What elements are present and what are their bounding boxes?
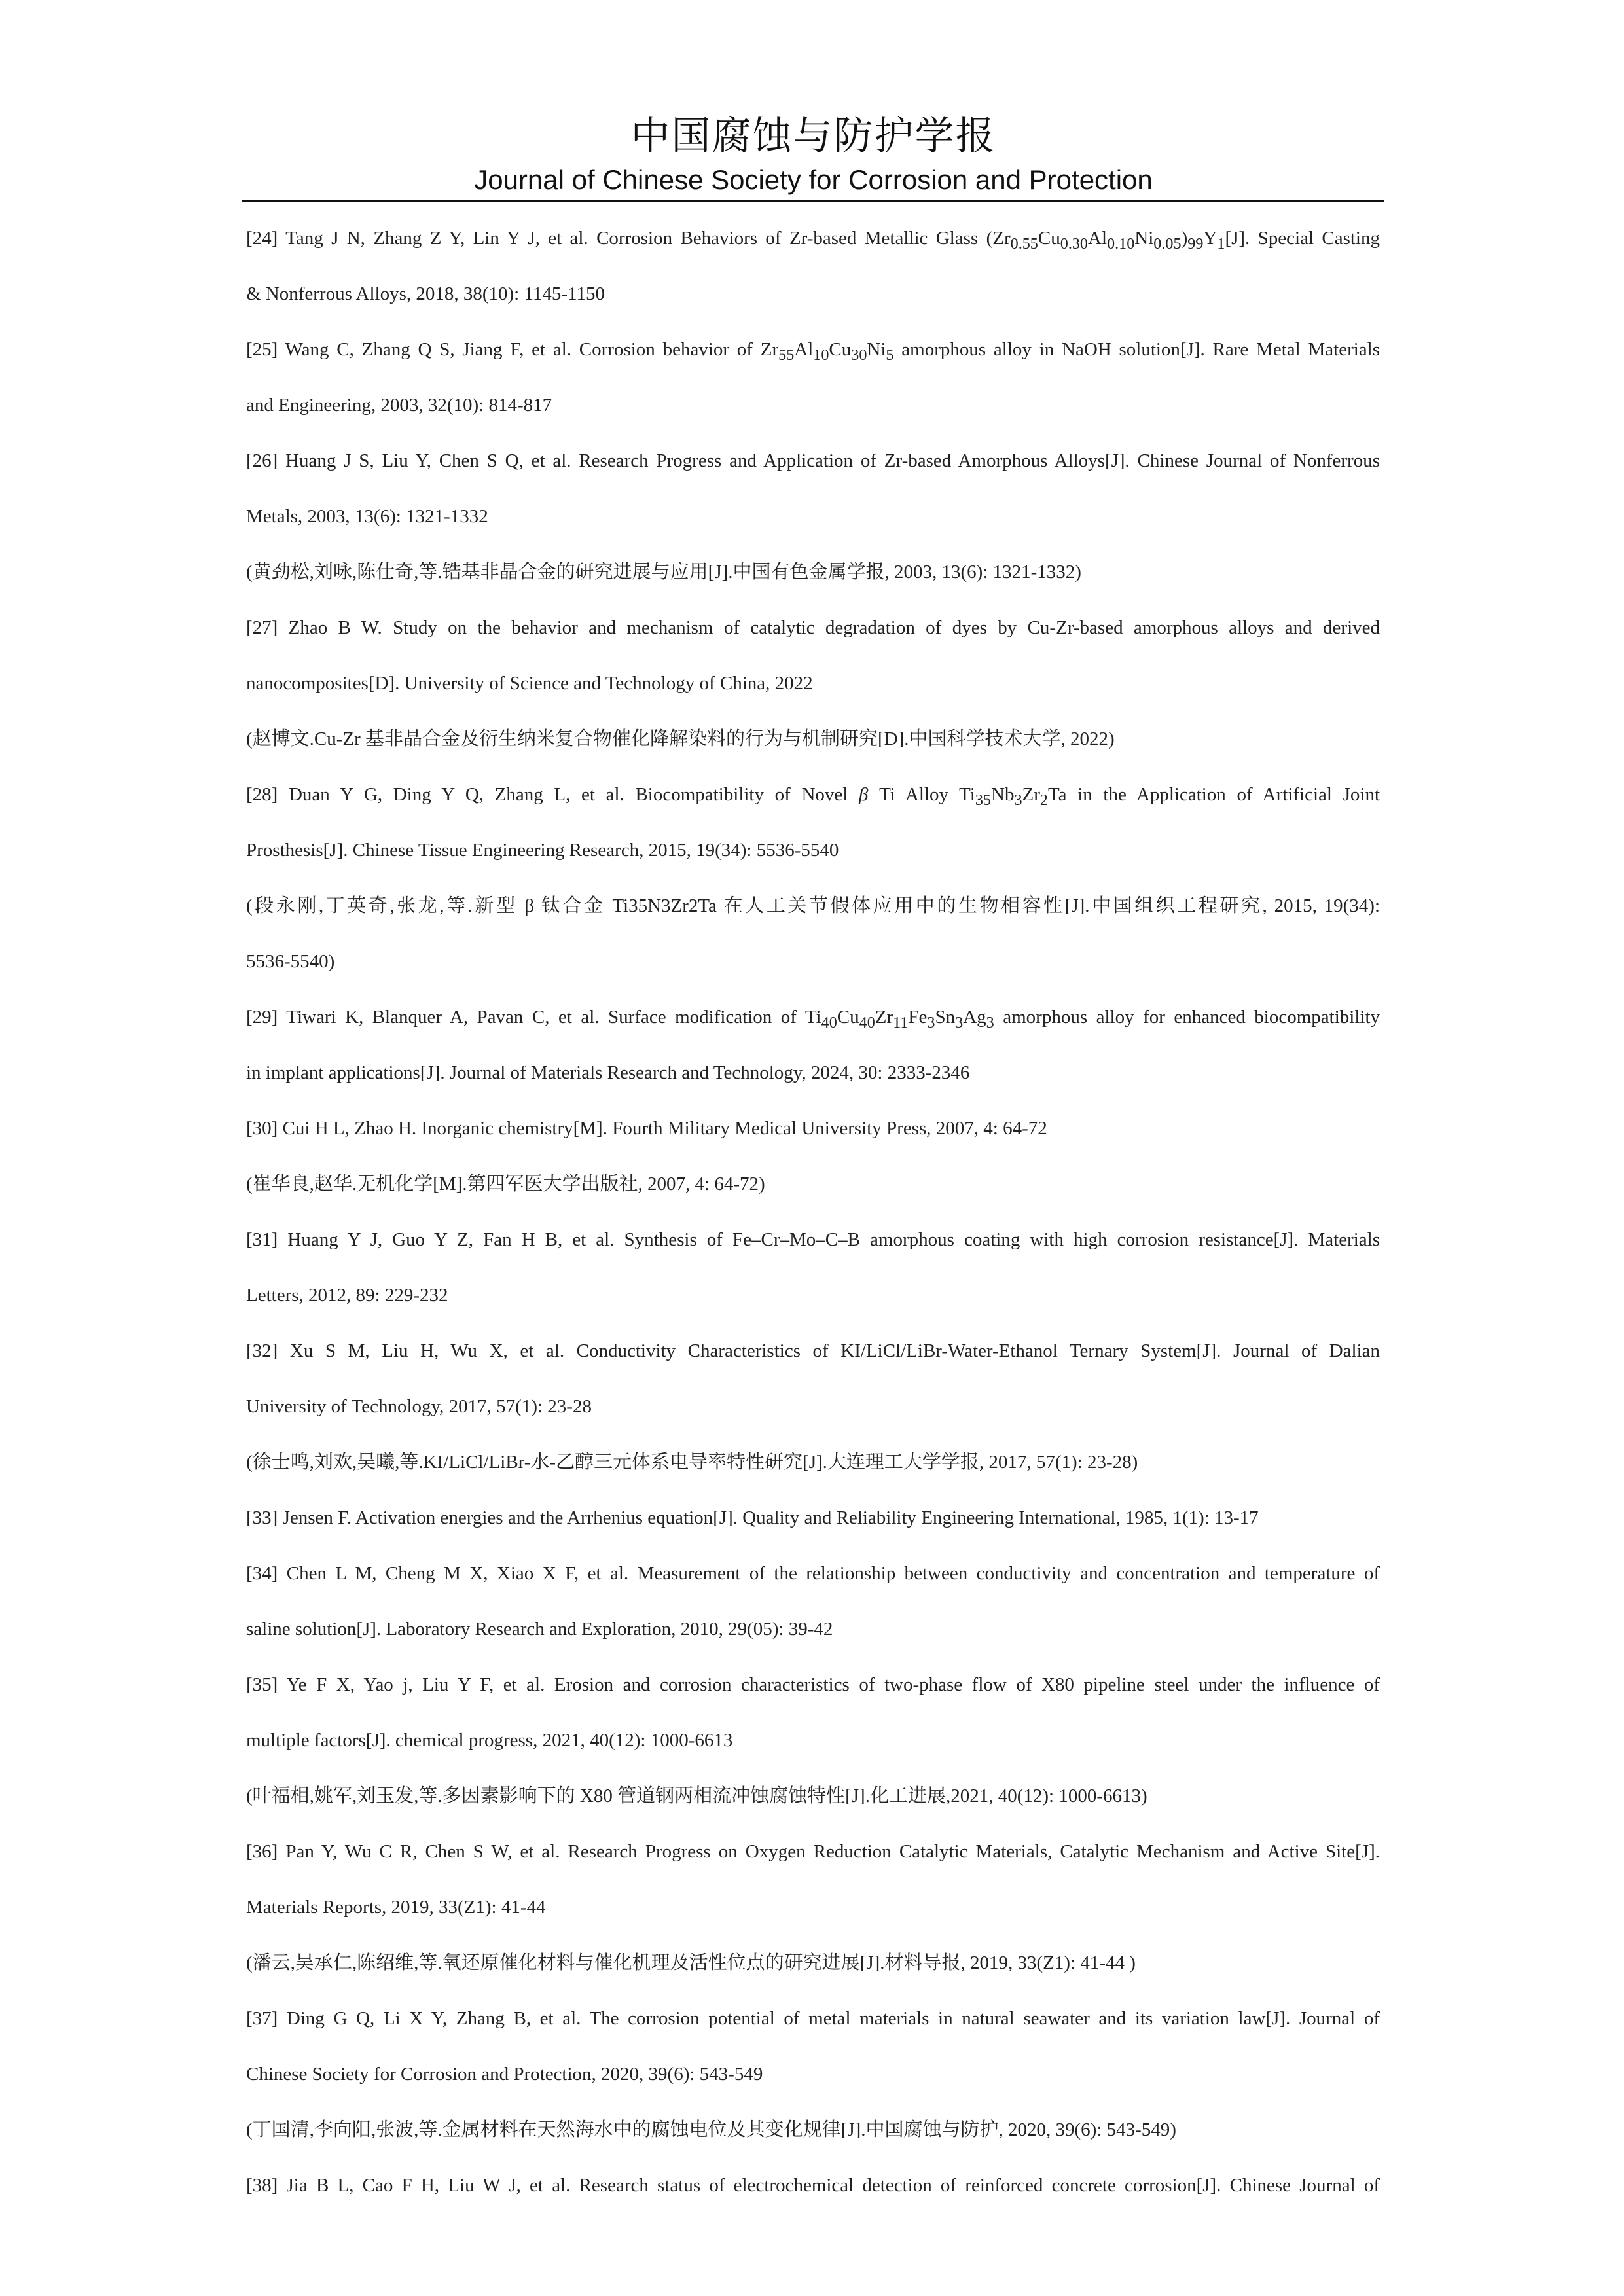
reference-line-ref25b: and Engineering, 2003, 32(10): 814-817	[246, 395, 552, 416]
reference-line-ref28a: [28] Duan Y G, Ding Y Q, Zhang L, et al. Biocompatibility of Novel β Ti Alloy $Ti_{35}Nb_3Zr_2Ta$ in the Application of Artificial Joint	[246, 784, 1380, 809]
reference-line-ref31b: Letters, 2012, 89: 229-232	[246, 1285, 448, 1306]
journal-title-english: Journal of Chinese Society for Corrosion and Protection	[474, 164, 1153, 195]
reference-line-ref29b: in implant applications[J]. Journal of Materials Research and Technology, 2024, 30: 2333-2346	[246, 1062, 970, 1083]
reference-line-ref28c: (段永刚,丁英奇,张龙,等.新型 β 钛合金 Ti35N3Zr2Ta 在人工关节假体应用中的生物相容性[J].中国组织工程研究, 2015, 19(34):	[246, 895, 1380, 916]
header-rule	[242, 200, 1384, 202]
reference-line-ref36c: (潘云,吴承仁,陈绍维,等.氧还原催化材料与催化机理及活性位点的研究进展[J].材料导报, 2019, 33(Z1): 41-44 )	[246, 1952, 1136, 1973]
reference-line-ref35c: (叶福相,姚军,刘玉发,等.多因素影响下的 X80 管道钢两相流冲蚀腐蚀特性[J].化工进展,2021, 40(12): 1000-6613)	[246, 1785, 1147, 1806]
reference-line-ref32c: (徐士鸣,刘欢,吴曦,等.KI/LiCl/LiBr-水-乙醇三元体系电导率特性研究[J].大连理工大学学报, 2017, 57(1): 23-28)	[246, 1452, 1138, 1473]
reference-line-ref37b: Chinese Society for Corrosion and Protection, 2020, 39(6): 543-549	[246, 2064, 763, 2085]
reference-line-ref31a: [31] Huang Y J, Guo Y Z, Fan H B, et al. Synthesis of Fe–Cr–Mo–C–B amorphous coating with high corrosion resistance[J]. Materials	[246, 1229, 1380, 1250]
reference-line-ref37a: [37] Ding G Q, Li X Y, Zhang B, et al. The corrosion potential of metal materials in natural seawater and its variation law[J]. Journal of	[246, 2008, 1380, 2029]
reference-line-ref24b: & Nonferrous Alloys, 2018, 38(10): 1145-1150	[246, 283, 605, 304]
reference-line-ref32a: [32] Xu S M, Liu H, Wu X, et al. Conductivity Characteristics of KI/LiCl/LiBr-Water-Ethanol Ternary System[J]. Journal of Dalian	[246, 1340, 1380, 1361]
reference-line-ref24a: [24] Tang J N, Zhang Z Y, Lin Y J, et al. Corrosion Behaviors of Zr-based Metallic Glass $(Zr_{0.55}Cu_{0.30}Al_{0.10}Ni_{0.05})_{99}Y_1[J]$. Special Casting	[246, 228, 1380, 253]
reference-line-ref27a: [27] Zhao B W. Study on the behavior and mechanism of catalytic degradation of dyes by Cu-Zr-based amorphous alloys and derived	[246, 617, 1380, 638]
reference-line-ref34a: [34] Chen L M, Cheng M X, Xiao X F, et al. Measurement of the relationship between conductivity and concentration and temperature of	[246, 1563, 1380, 1584]
reference-line-ref36a: [36] Pan Y, Wu C R, Chen S W, et al. Research Progress on Oxygen Reduction Catalytic Materials, Catalytic Mechanism and Active Site[J].	[246, 1841, 1380, 1862]
reference-line-ref38a: [38] Jia B L, Cao F H, Liu W J, et al. Research status of electrochemical detection of reinforced concrete corrosion[J]. Chinese Journal of	[246, 2175, 1380, 2196]
reference-line-ref28d: 5536-5540)	[246, 951, 335, 972]
reference-line-ref27b: nanocomposites[D]. University of Science and Technology of China, 2022	[246, 673, 813, 694]
reference-line-ref29a: [29] Tiwari K, Blanquer A, Pavan C, et al. Surface modification of $Ti_{40}Cu_{40}Zr_{11}Fe_3Sn_3Ag_3$ amorphous alloy for enhanced biocompatibility	[246, 1007, 1380, 1031]
reference-line-ref33a: [33] Jensen F. Activation energies and the Arrhenius equation[J]. Quality and Reliability Engineering International, 1985, 1(1): 13-17	[246, 1507, 1259, 1528]
journal-header	[242, 110, 1384, 198]
reference-line-ref30a: [30] Cui H L, Zhao H. Inorganic chemistry[M]. Fourth Military Medical University Press, 2007, 4: 64-72	[246, 1118, 1047, 1139]
reference-line-ref26b: Metals, 2003, 13(6): 1321-1332	[246, 506, 488, 527]
reference-line-ref26c: (黄劲松,刘咏,陈仕奇,等.锆基非晶合金的研究进展与应用[J].中国有色金属学报, 2003, 13(6): 1321-1332)	[246, 562, 1081, 583]
reference-line-ref28b: Prosthesis[J]. Chinese Tissue Engineering Research, 2015, 19(34): 5536-5540	[246, 840, 839, 861]
reference-line-ref36b: Materials Reports, 2019, 33(Z1): 41-44	[246, 1897, 546, 1918]
reference-line-ref25a: [25] Wang C, Zhang Q S, Jiang F, et al. Corrosion behavior of $Zr_{55}Al_{10}Cu_{30}Ni_5$ amorphous alloy in NaOH solution[J]. Rare Metal Materials	[246, 339, 1380, 364]
reference-line-ref30b: (崔华良,赵华.无机化学[M].第四军医大学出版社, 2007, 4: 64-72)	[246, 1174, 765, 1194]
reference-list	[246, 211, 1380, 2214]
reference-line-ref26a: [26] Huang J S, Liu Y, Chen S Q, et al. Research Progress and Application of Zr-based Amorphous Alloys[J]. Chinese Journal of Nonferrous	[246, 450, 1380, 471]
reference-line-ref27c: (赵博文.Cu-Zr 基非晶合金及衍生纳米复合物催化降解染料的行为与机制研究[D].中国科学技术大学, 2022)	[246, 728, 1115, 749]
reference-line-ref34b: saline solution[J]. Laboratory Research and Exploration, 2010, 29(05): 39-42	[246, 1619, 833, 1640]
reference-line-ref37c: (丁国清,李向阳,张波,等.金属材料在天然海水中的腐蚀电位及其变化规律[J].中国腐蚀与防护, 2020, 39(6): 543-549)	[246, 2119, 1176, 2140]
reference-line-ref32b: University of Technology, 2017, 57(1): 23-28	[246, 1396, 592, 1417]
reference-line-ref35a: [35] Ye F X, Yao j, Liu Y F, et al. Erosion and corrosion characteristics of two-phase flow of X80 pipeline steel under the influence of	[246, 1674, 1380, 1695]
journal-title-chinese: 中国腐蚀与防护学报	[630, 113, 996, 159]
reference-line-ref35b: multiple factors[J]. chemical progress, 2021, 40(12): 1000-6613	[246, 1730, 733, 1751]
